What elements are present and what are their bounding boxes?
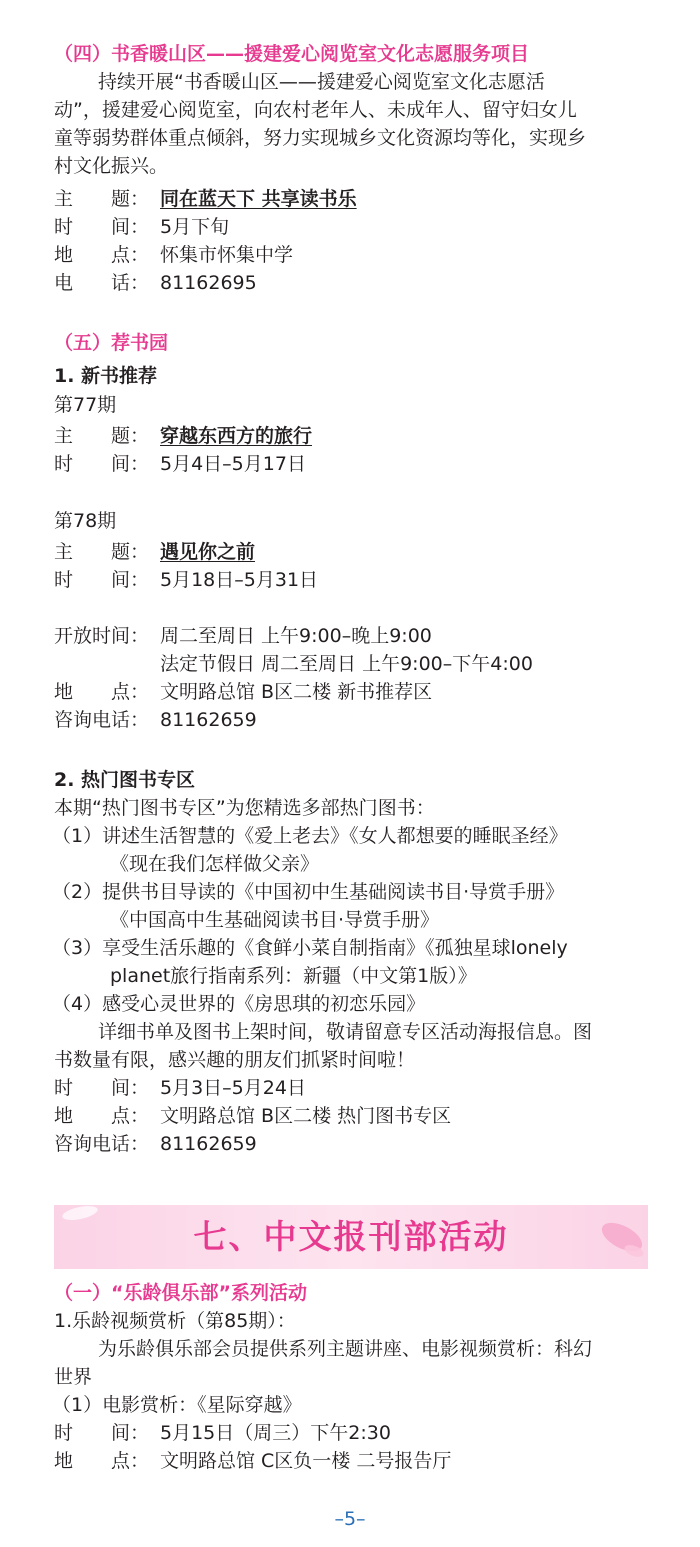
subheading-hot-books: 2. 热门图书专区	[54, 769, 196, 791]
time-label: 时 间：	[54, 216, 150, 238]
open-time-holiday: 法定节假日 周二至周日 上午9:00–下午4:00	[160, 653, 533, 675]
phone-value: 81162695	[160, 272, 257, 294]
open-time-label: 开放时间：	[54, 625, 150, 647]
desc-line: 世界	[54, 1366, 93, 1388]
place-row	[54, 1447, 451, 1475]
section-4-heading: （四）书香暖山区——援建爱心阅览室文化志愿服务项目	[54, 43, 530, 65]
film-item: （1）电影赏析：《星际穿越》	[52, 1394, 302, 1416]
section-banner	[54, 1205, 648, 1269]
place-value: 文明路总馆 B区二楼 新书推荐区	[160, 681, 433, 703]
issue-78-theme-row	[54, 538, 255, 566]
place-label: 地 点：	[54, 1450, 150, 1472]
subheading-video: 1.乐龄视频赏析（第85期）：	[54, 1310, 296, 1332]
theme-row	[54, 185, 357, 213]
consult-row	[54, 1130, 257, 1158]
hot-books-intro: 本期“热门图书专区”为您精选多部热门图书：	[54, 797, 435, 819]
note-line: 书数量有限，感兴趣的朋友们抓紧时间啦！	[54, 1049, 416, 1071]
issue-77-label: 第77期	[54, 394, 117, 416]
theme-value: 同在蓝天下 共享读书乐	[160, 188, 357, 210]
time-label: 时 间：	[54, 1077, 150, 1099]
time-row	[54, 213, 229, 241]
consult-row	[54, 706, 257, 734]
time-label: 时 间：	[54, 569, 150, 591]
consult-value: 81162659	[160, 709, 257, 731]
place-value: 文明路总馆 B区二楼 热门图书专区	[160, 1105, 452, 1127]
consult-label: 咨询电话：	[54, 709, 150, 731]
place-row	[54, 678, 432, 706]
time-value: 5月下旬	[160, 216, 230, 238]
place-row	[54, 241, 293, 269]
list-item: （2）提供书目导读的《中国初中生基础阅读书目·导赏手册》	[52, 881, 565, 903]
time-row	[54, 1419, 391, 1447]
consult-label: 咨询电话：	[54, 1133, 150, 1155]
paragraph-line: 持续开展“书香暖山区——援建爱心阅览室文化志愿活	[98, 71, 545, 93]
section-5-heading: （五）荐书园	[54, 332, 169, 354]
issue-78-label: 第78期	[54, 510, 117, 532]
open-time-value: 周二至周日 上午9:00–晚上9:00	[160, 625, 432, 647]
desc-line: 为乐龄俱乐部会员提供系列主题讲座、电影视频赏析：科幻	[98, 1338, 593, 1360]
theme-value: 穿越东西方的旅行	[160, 425, 313, 447]
list-item: 《中国高中生基础阅读书目·导赏手册》	[110, 909, 440, 931]
open-time-row	[54, 622, 432, 650]
theme-label: 主 题：	[54, 541, 150, 563]
time-row	[54, 1074, 306, 1102]
place-label: 地 点：	[54, 244, 150, 266]
issue-78-time-row	[54, 566, 318, 594]
consult-value: 81162659	[160, 1133, 257, 1155]
list-item: 《现在我们怎样做父亲》	[110, 853, 320, 875]
place-label: 地 点：	[54, 681, 150, 703]
note-line: 详细书单及图书上架时间，敬请留意专区活动海报信息。图	[98, 1021, 593, 1043]
place-value: 文明路总馆 C区负一楼 二号报告厅	[160, 1450, 452, 1472]
list-item: （1）讲述生活智慧的《爱上老去》《女人都想要的睡眠圣经》	[52, 825, 568, 847]
time-value: 5月18日–5月31日	[160, 569, 319, 591]
subheading-new-books: 1. 新书推荐	[54, 365, 158, 387]
theme-label: 主 题：	[54, 188, 150, 210]
time-value: 5月4日–5月17日	[160, 453, 306, 475]
issue-77-theme-row	[54, 422, 312, 450]
theme-label: 主 题：	[54, 425, 150, 447]
place-row	[54, 1102, 451, 1130]
place-label: 地 点：	[54, 1105, 150, 1127]
section-7-heading: （一）“乐龄俱乐部”系列活动	[54, 1282, 307, 1304]
page-number: –5–	[334, 1508, 366, 1530]
issue-77-time-row	[54, 450, 306, 478]
phone-label: 电 话：	[54, 272, 150, 294]
time-value: 5月3日–5月24日	[160, 1077, 306, 1099]
list-item: planet旅行指南系列：新疆（中文第1版）》	[110, 965, 477, 987]
time-label: 时 间：	[54, 1422, 150, 1444]
paragraph-line: 动”，援建爱心阅览室，向农村老年人、未成年人、留守妇女儿	[54, 99, 577, 121]
paragraph-line: 童等弱势群体重点倾斜，努力实现城乡文化资源均等化，实现乡	[54, 127, 587, 149]
list-item: （3）享受生活乐趣的《食鲜小菜自制指南》《孤独星球lonely	[52, 937, 568, 959]
paragraph-line: 村文化振兴。	[54, 155, 169, 177]
phone-row	[54, 269, 257, 297]
time-label: 时 间：	[54, 453, 150, 475]
time-value: 5月15日（周三）下午2:30	[160, 1422, 391, 1444]
list-item: （4）感受心灵世界的《房思琪的初恋乐园》	[52, 993, 426, 1015]
place-value: 怀集市怀集中学	[160, 244, 294, 266]
banner-title: 七、中文报刊部活动	[193, 1217, 509, 1256]
theme-value: 遇见你之前	[160, 541, 256, 563]
